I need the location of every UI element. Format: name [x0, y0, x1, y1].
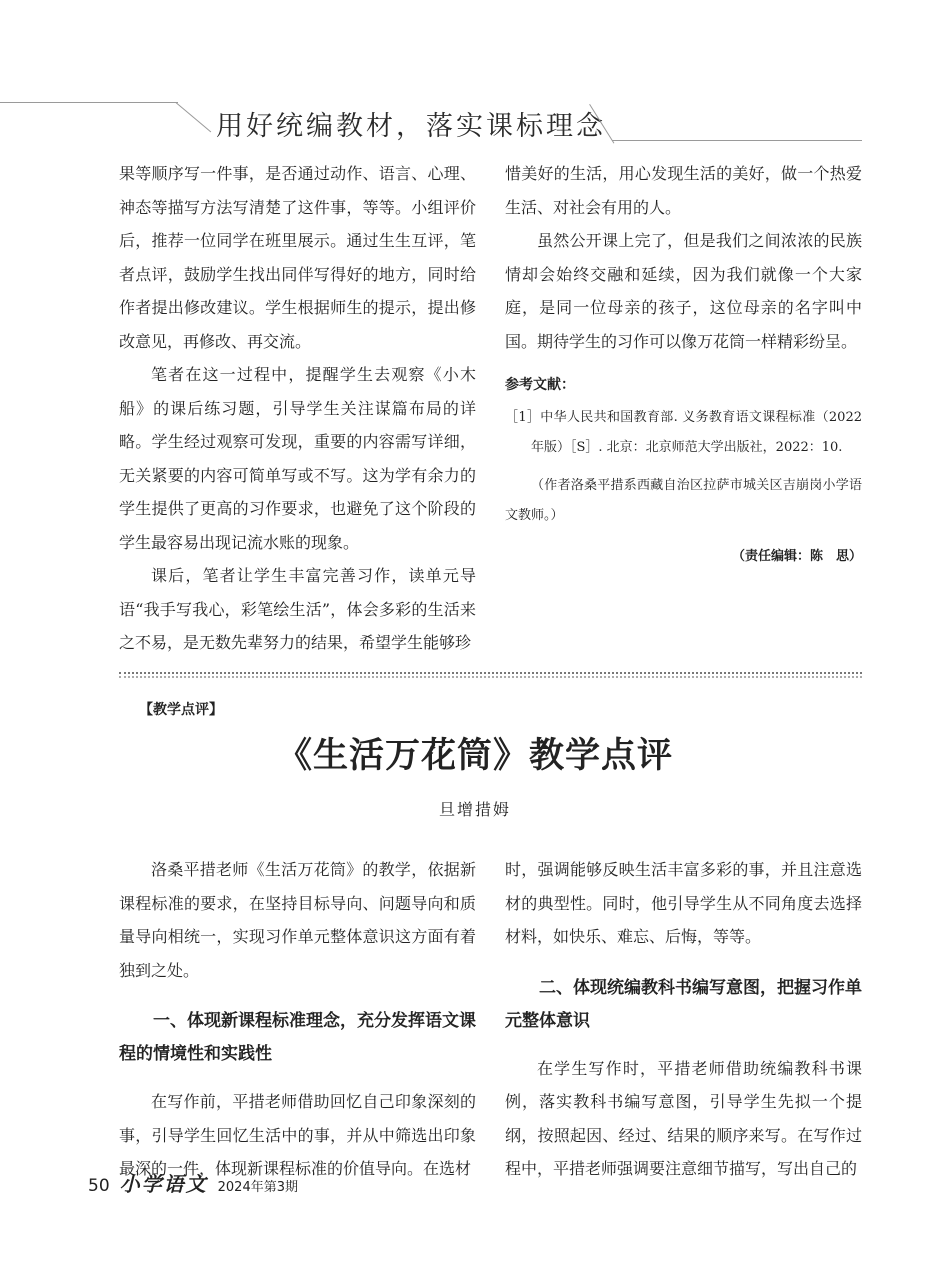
prev-paragraph-4: 惜美好的生活，用心发现生活的美好，做一个热爱生活、对社会有用的人。: [505, 164, 862, 217]
header-rule-left: [0, 102, 178, 103]
article-paragraph-2: 在写作前，平措老师借助回忆自己印象深刻的事，引导学生回忆生活中的事，并从中筛选出印象最深的一件，体现新课程标准的价值导向。在选材: [119, 1092, 476, 1178]
responsible-editor: （责任编辑：陈 思）: [731, 549, 862, 564]
article-paragraph-4: 在学生写作时，平措老师借助统编教科书课例，落实教科书编写意图，引导学生先拟一个提纲，按照起因、经过、结果的顺序来写。在写作过程中，平措老师强调要注意细节描写，写出自己的: [505, 1058, 862, 1178]
prev-article-right-column: [505, 157, 862, 571]
prev-paragraph-1: 果等顺序写一件事，是否通过动作、语言、心理、神态等描写方法写清楚了这件事，等等。小组评价后，推荐一位同学在班里展示。通过生生互评，笔者点评，鼓励学生找出同伴写得好的地方，同时给作者提出修改建议。学生根据师生的提示，提出修改意见，再修改、再交流。: [119, 164, 476, 351]
header-rule-right: [612, 140, 862, 141]
section-divider: [119, 672, 862, 674]
references-heading: 参考文献：: [505, 377, 575, 393]
issue-label: 2024年第3期: [217, 1180, 298, 1195]
article-left-column: [119, 853, 476, 1186]
section-divider-secondary: [119, 676, 862, 678]
article-right-column: [505, 853, 862, 1186]
header-rule-diagonal-left: [175, 102, 211, 132]
column-label: 【教学点评】: [139, 702, 223, 718]
reference-item: ［1］中华人民共和国教育部. 义务教育语文课程标准（2022 年版）［S］. 北京：北京师范大学出版社，2022：10.: [505, 410, 862, 455]
article-author: 旦增措姆: [438, 800, 511, 819]
section-heading-1: 一、体现新课程标准理念，充分发挥语文课程的情境性和实践性: [119, 1011, 476, 1064]
prev-article-left-column: [119, 157, 476, 660]
article-paragraph-3: 时，强调能够反映生活丰富多彩的事，并且注意选材的典型性。同时，他引导学生从不同角度去选择材料，如快乐、难忘、后悔，等等。: [505, 860, 862, 946]
magazine-logo: 小学语文: [119, 1172, 208, 1196]
prev-paragraph-2: 笔者在这一过程中，提醒学生去观察《小木船》的课后练习题，引导学生关注谋篇布局的详略。学生经过观察可发现，重要的内容需写详细，无关紧要的内容可简单写或不写。这为学有余力的学生提供了更高的习作要求，也避免了这个阶段的学生最容易出现记流水账的现象。: [119, 365, 476, 552]
prev-paragraph-5: 虽然公开课上完了，但是我们之间浓浓的民族情却会始终交融和延续，因为我们就像一个大家庭，是同一位母亲的孩子，这位母亲的名字叫中国。期待学生的习作可以像万花筒一样精彩纷呈。: [505, 231, 862, 351]
article-title: 《生活万花筒》教学点评: [276, 735, 673, 776]
running-header-title: 用好统编教材，落实课标理念: [216, 111, 606, 142]
section-heading-2: 二、体现统编教科书编写意图，把握习作单元整体意识: [505, 977, 862, 1031]
article-paragraph-1: 洛桑平措老师《生活万花筒》的教学，依据新课程标准的要求，在坚持目标导向、问题导向和质量导向相统一，实现习作单元整体意识这方面有着独到之处。: [119, 860, 476, 980]
prev-paragraph-3: 课后，笔者让学生丰富完善习作，读单元导语“我手写我心，彩笔绘生活”，体会多彩的生活来之不易，是无数先辈努力的结果，希望学生能够珍: [119, 566, 476, 652]
author-note: （作者洛桑平措系西藏自治区拉萨市城关区吉崩岗小学语文教师。）: [505, 478, 862, 523]
page-footer: [88, 1168, 298, 1197]
page-number: 50: [88, 1176, 110, 1196]
